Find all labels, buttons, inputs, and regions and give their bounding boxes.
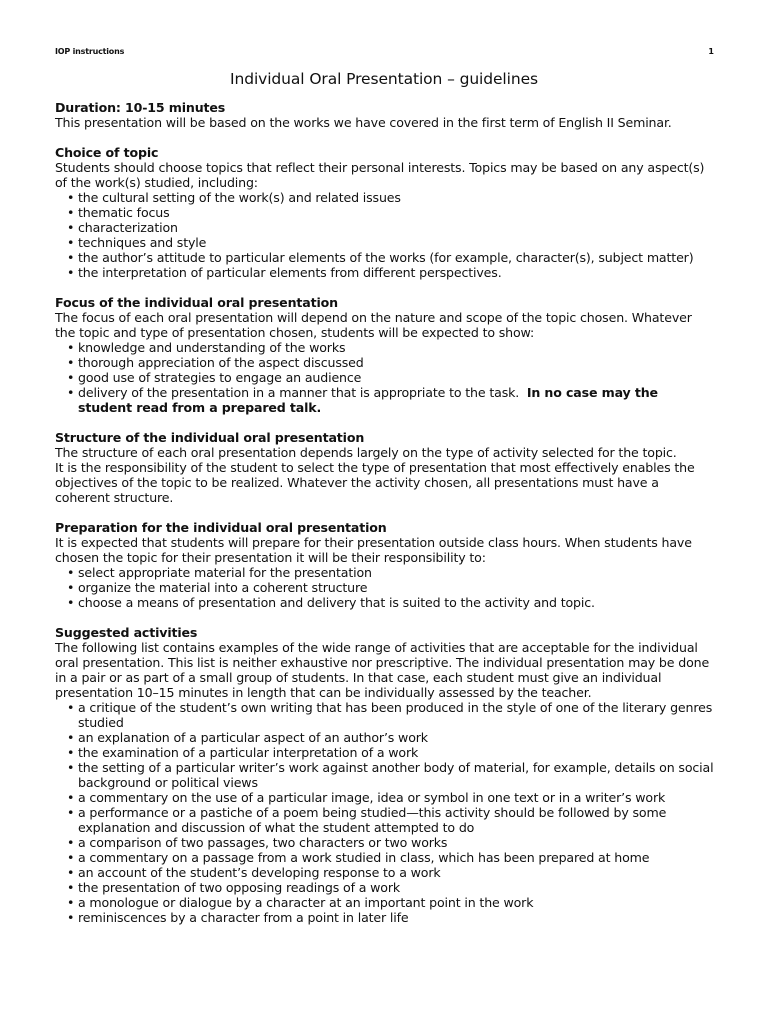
bullet-icon: •: [67, 700, 75, 715]
list-item: [55, 340, 715, 355]
bullet-icon: •: [67, 235, 75, 250]
bullet-icon: •: [67, 355, 75, 370]
list-item-text: the presentation of two opposing readings of a work: [78, 880, 401, 895]
section-heading: Choice of topic: [55, 145, 159, 160]
bullet-icon: •: [67, 385, 75, 400]
bullet-icon: •: [67, 880, 75, 895]
list-item: [55, 235, 715, 250]
list-item-text: the examination of a particular interpretation of a work: [78, 745, 419, 760]
section-heading: Structure of the individual oral presentation: [55, 430, 365, 445]
page-title: Individual Oral Presentation – guidelines: [230, 70, 538, 88]
bullet-icon: •: [67, 835, 75, 850]
list-item-text: thematic focus: [78, 205, 170, 220]
list-item: [55, 850, 715, 865]
list-item-text: a comparison of two passages, two characters or two works: [78, 835, 448, 850]
list-item-text: techniques and style: [78, 235, 207, 250]
paragraph: This presentation will be based on the works we have covered in the first term of English II Seminar.: [55, 115, 672, 130]
paragraph: Students should choose topics that reflect their personal interests. Topics may be based on any aspect(s) of the work(s) studied, including:: [55, 160, 705, 190]
section-structure: [55, 430, 715, 505]
list-item-text: the setting of a particular writer’s work against another body of material, for example, details on social background or political views: [78, 760, 714, 790]
list-item: [55, 220, 715, 235]
list-item: [55, 865, 715, 880]
bullet-icon: •: [67, 220, 75, 235]
list-item-text: a commentary on a passage from a work studied in class, which has been prepared at home: [78, 850, 650, 865]
section-heading: Preparation for the individual oral presentation: [55, 520, 387, 535]
bullet-icon: •: [67, 190, 75, 205]
bullet-icon: •: [67, 565, 75, 580]
bullet-icon: •: [67, 790, 75, 805]
list-item-text: an account of the student’s developing response to a work: [78, 865, 441, 880]
section-heading: Suggested activities: [55, 625, 198, 640]
list-item-text: a monologue or dialogue by a character at an important point in the work: [78, 895, 534, 910]
paragraph: The following list contains examples of the wide range of activities that are acceptable for the individual oral presentation. This list is neither exhaustive nor prescriptive. The individual presentation may be done in a pair or as part of a small group of students. In that case, each student must give an individual presentation 10–15 minutes in length that can be individually assessed by the teacher.: [55, 640, 710, 700]
list-item-text: a critique of the student’s own writing that has been produced in the style of one of the literary genres studied: [78, 700, 713, 730]
section-choice-of-topic: [55, 145, 715, 280]
document-body: [55, 100, 715, 940]
list-item: [55, 565, 715, 580]
list-item-text: the author’s attitude to particular elements of the works (for example, character(s), subject matter): [78, 250, 694, 265]
bullet-icon: •: [67, 205, 75, 220]
bullet-icon: •: [67, 580, 75, 595]
list-item: [55, 355, 715, 370]
list-item-text: organize the material into a coherent structure: [78, 580, 368, 595]
list-item-text: an explanation of a particular aspect of an author’s work: [78, 730, 428, 745]
bullet-icon: •: [67, 865, 75, 880]
section-focus: [55, 295, 715, 415]
emphasis-text: In no case may the student read from a prepared talk.: [78, 385, 658, 415]
bullet-icon: •: [67, 595, 75, 610]
list-item: [55, 265, 715, 280]
section-suggested-activities: [55, 625, 715, 925]
section-preparation: [55, 520, 715, 610]
bullet-icon: •: [67, 805, 75, 820]
list-item-text: good use of strategies to engage an audience: [78, 370, 362, 385]
list-item-text: thorough appreciation of the aspect discussed: [78, 355, 364, 370]
list-item-text: knowledge and understanding of the works: [78, 340, 346, 355]
list-item-text: choose a means of presentation and delivery that is suited to the activity and topic.: [78, 595, 595, 610]
list-item-text: a commentary on the use of a particular image, idea or symbol in one text or in a writer’s work: [78, 790, 666, 805]
list-item: [55, 370, 715, 385]
section-heading: Duration: 10-15 minutes: [55, 100, 226, 115]
list-item-text: reminiscences by a character from a point in later life: [78, 910, 409, 925]
bullet-icon: •: [67, 370, 75, 385]
bullet-icon: •: [67, 910, 75, 925]
bullet-icon: •: [67, 895, 75, 910]
list-item: [55, 385, 715, 415]
list-item: [55, 700, 715, 730]
list-item: [55, 805, 715, 835]
bullet-list: [55, 700, 715, 925]
list-item: [55, 580, 715, 595]
list-item-text: delivery of the presentation in a manner that is appropriate to the task.: [78, 385, 520, 400]
paragraph: It is the responsibility of the student to select the type of presentation that most effectively enables the objectives of the topic to be realized. Whatever the activity chosen, all presentations must have a coherent structure.: [55, 460, 695, 505]
bullet-icon: •: [67, 730, 75, 745]
list-item: [55, 190, 715, 205]
paragraph: The structure of each oral presentation depends largely on the type of activity selected for the topic.: [55, 445, 677, 460]
list-item: [55, 895, 715, 910]
bullet-icon: •: [67, 340, 75, 355]
bullet-icon: •: [67, 745, 75, 760]
list-item: [55, 595, 715, 610]
page-number: 1: [708, 47, 714, 56]
list-item-text: the interpretation of particular elements from different perspectives.: [78, 265, 502, 280]
bullet-icon: •: [67, 850, 75, 865]
bullet-list: [55, 190, 715, 280]
section-heading: Focus of the individual oral presentation: [55, 295, 338, 310]
list-item: [55, 205, 715, 220]
list-item-text: characterization: [78, 220, 178, 235]
bullet-list: [55, 340, 715, 415]
section-duration: [55, 100, 715, 130]
list-item-text: select appropriate material for the presentation: [78, 565, 372, 580]
bullet-icon: •: [67, 760, 75, 775]
running-header: IOP instructions: [55, 47, 125, 56]
list-item: [55, 835, 715, 850]
list-item: [55, 730, 715, 745]
list-item: [55, 250, 715, 265]
bullet-icon: •: [67, 250, 75, 265]
list-item-text: a performance or a pastiche of a poem being studied—this activity should be followed by some explanation and discussion of what the student attempted to do: [78, 805, 667, 835]
list-item: [55, 880, 715, 895]
list-item: [55, 760, 715, 790]
paragraph: It is expected that students will prepare for their presentation outside class hours. When students have chosen the topic for their presentation it will be their responsibility to:: [55, 535, 692, 565]
list-item: [55, 790, 715, 805]
list-item-text: the cultural setting of the work(s) and related issues: [78, 190, 401, 205]
paragraph: The focus of each oral presentation will depend on the nature and scope of the topic chosen. Whatever the topic and type of presentation chosen, students will be expected to show:: [55, 310, 692, 340]
list-item: [55, 745, 715, 760]
bullet-list: [55, 565, 715, 610]
list-item: [55, 910, 715, 925]
bullet-icon: •: [67, 265, 75, 280]
